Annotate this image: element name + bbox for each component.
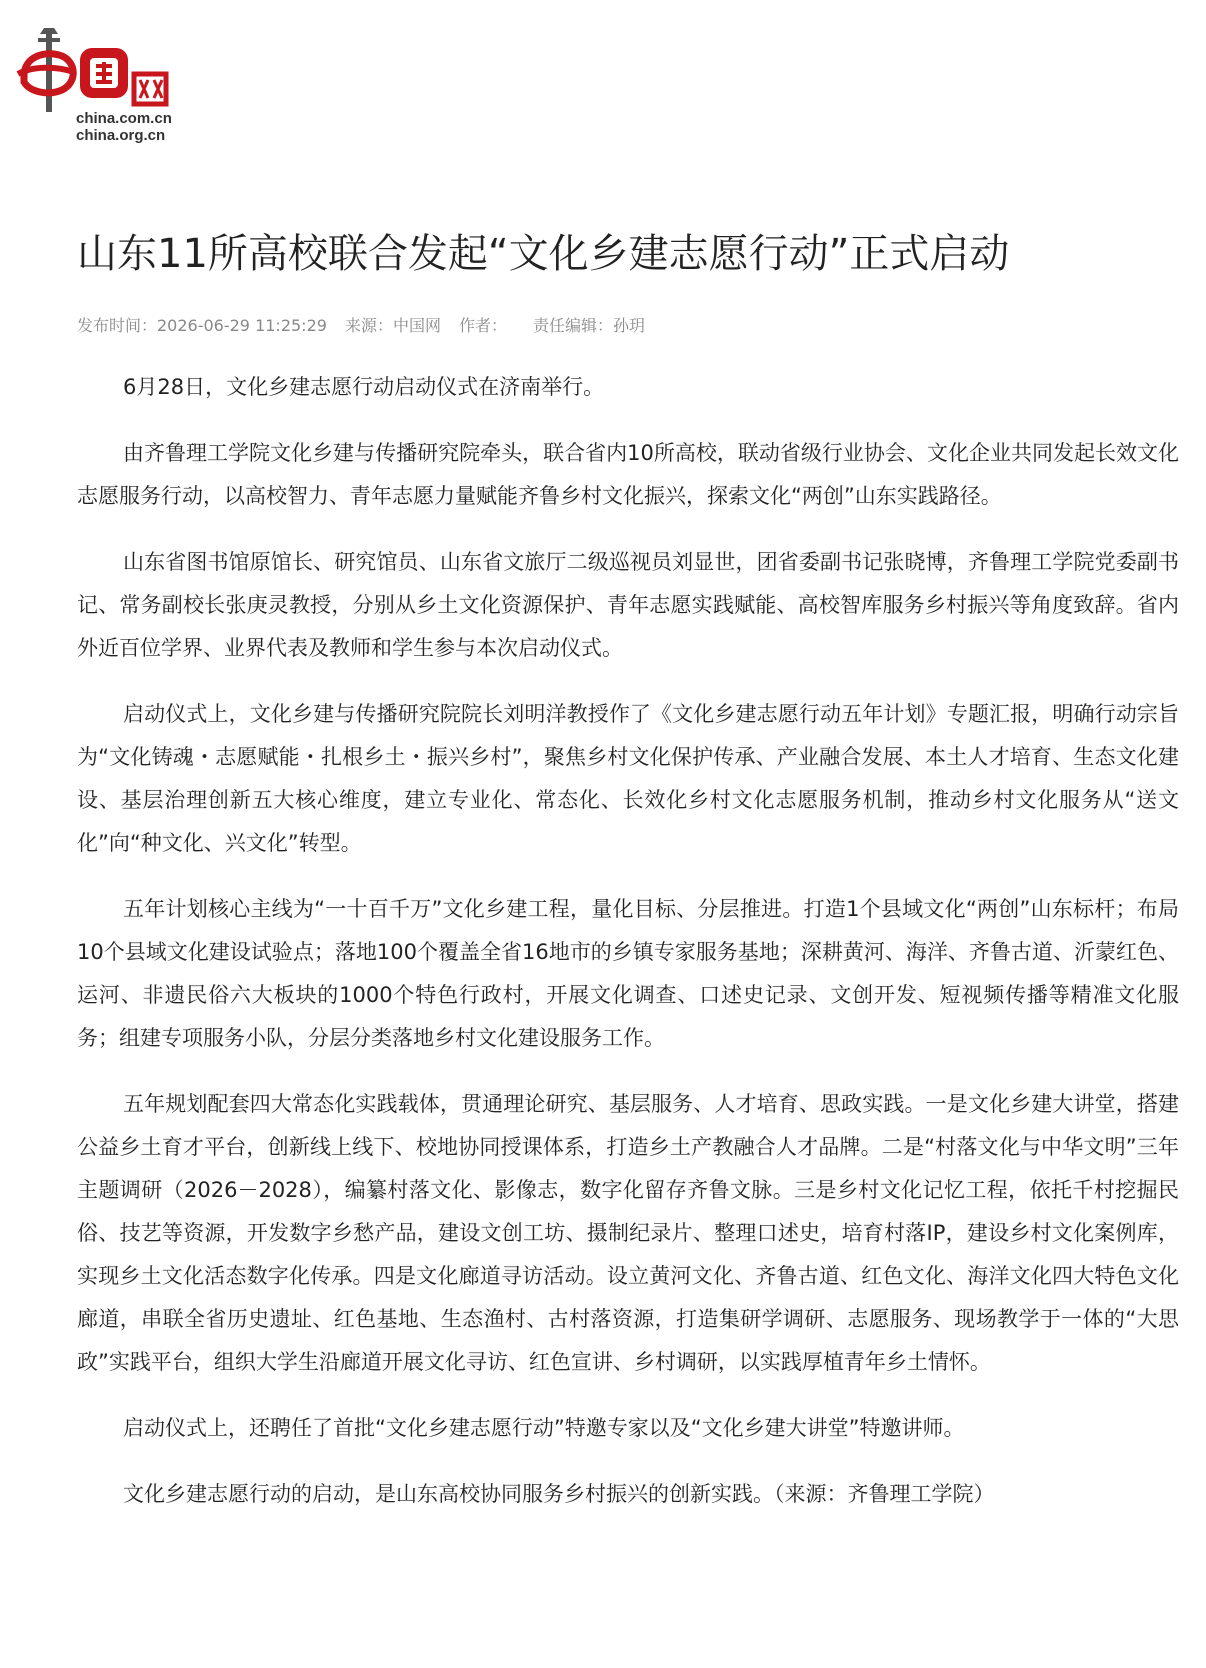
publish-time: 发布时间：2026-06-29 11:25:29 xyxy=(77,316,327,335)
site-header xyxy=(16,26,216,156)
paragraph-8: 文化乡建志愿行动的启动，是山东高校协同服务乡村振兴的创新实践。（来源：齐鲁理工学院） xyxy=(123,1482,995,1506)
article-meta xyxy=(77,316,1179,336)
article-title: 山东11所高校联合发起“文化乡建志愿行动”正式启动 xyxy=(77,231,1010,277)
china-net-logo[interactable] xyxy=(16,26,186,118)
paragraph-1: 6月28日，文化乡建志愿行动启动仪式在济南举行。 xyxy=(123,375,605,399)
paragraph-5: 五年计划核心主线为“一十百千万”文化乡建工程，量化目标、分层推进。打造1个县域文化“两创”山东标杆；布局10个县域文化建设试验点；落地100个覆盖全省16地市的乡镇专家服务基地；深耕黄河、海洋、齐鲁古道、沂蒙红色、运河、非遗民俗六大板块的1000个特色行政村，开展文化调查、口述史记录、文创开发、短视频传播等精准文化服务；组建专项服务小队，分层分类落地乡村文化建设服务工作。 xyxy=(77,897,1179,1050)
article xyxy=(77,226,1179,1539)
article-body xyxy=(77,366,1179,1516)
source: 来源：中国网 xyxy=(344,316,441,335)
author: 作者： xyxy=(458,316,507,335)
paragraph-6: 五年规划配套四大常态化实践载体，贯通理论研究、基层服务、人才培育、思政实践。一是文化乡建大讲堂，搭建公益乡土育才平台，创新线上线下、校地协同授课体系，打造乡土产教融合人才品牌。二是“村落文化与中华文明”三年主题调研（2026－2028），编纂村落文化、影像志，数字化留存齐鲁文脉。三是乡村文化记忆工程，依托千村挖掘民俗、技艺等资源，开发数字乡愁产品，建设文创工坊、摄制纪录片、整理口述史，培育村落IP，建设乡村文化案例库，实现乡土文化活态数字化传承。四是文化廊道寻访活动。设立黄河文化、齐鲁古道、红色文化、海洋文化四大特色文化廊道，串联全省历史遗址、红色基地、生态渔村、古村落资源，打造集研学调研、志愿服务、现场教学于一体的“大思政”实践平台，组织大学生沿廊道开展文化寻访、红色宣讲、乡村调研，以实践厚植青年乡土情怀。 xyxy=(77,1092,1179,1374)
paragraph-7: 启动仪式上，还聘任了首批“文化乡建志愿行动”特邀专家以及“文化乡建大讲堂”特邀讲师。 xyxy=(123,1416,965,1440)
editor: 责任编辑：孙玥 xyxy=(532,316,645,335)
domain-china-com-cn: china.com.cn xyxy=(76,110,172,127)
paragraph-4: 启动仪式上，文化乡建与传播研究院院长刘明洋教授作了《文化乡建志愿行动五年计划》专题汇报，明确行动宗旨为“文化铸魂・志愿赋能・扎根乡土・振兴乡村”，聚焦乡村文化保护传承、产业融合发展、本土人才培育、生态文化建设、基层治理创新五大核心维度，建立专业化、常态化、长效化乡村文化志愿服务机制，推动乡村文化服务从“送文化”向“种文化、兴文化”转型。 xyxy=(77,702,1179,855)
paragraph-3: 山东省图书馆原馆长、研究馆员、山东省文旅厅二级巡视员刘显世，团省委副书记张晓博，齐鲁理工学院党委副书记、常务副校长张庚灵教授，分别从乡土文化资源保护、青年志愿实践赋能、高校智库服务乡村振兴等角度致辞。省内外近百位学界、业界代表及教师和学生参与本次启动仪式。 xyxy=(77,550,1179,660)
domain-china-org-cn: china.org.cn xyxy=(76,127,166,144)
paragraph-2: 由齐鲁理工学院文化乡建与传播研究院牵头，联合省内10所高校，联动省级行业协会、文化企业共同发起长效文化志愿服务行动，以高校智力、青年志愿力量赋能齐鲁乡村文化振兴，探索文化“两创”山东实践路径。 xyxy=(77,441,1179,508)
